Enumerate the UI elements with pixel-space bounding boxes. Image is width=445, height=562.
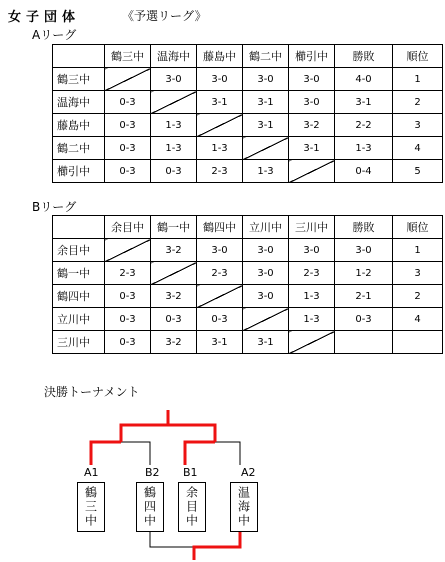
score-cell: 3-0 <box>243 285 289 308</box>
record-cell: 4-0 <box>335 68 393 91</box>
team-box: 鶴三中 <box>77 482 105 532</box>
rank-cell: 5 <box>393 160 443 183</box>
league-a-label: Aリーグ <box>32 28 77 42</box>
record-cell: 3-1 <box>335 91 393 114</box>
page-title: 女子団体 <box>8 10 81 25</box>
score-cell: 3-0 <box>289 91 335 114</box>
row-team: 三川中 <box>53 331 105 354</box>
row-team: 鶴三中 <box>53 68 105 91</box>
record-cell: 2-2 <box>335 114 393 137</box>
score-cell: 1-3 <box>197 137 243 160</box>
seed-label: B2 <box>145 466 160 479</box>
score-cell: 3-0 <box>197 239 243 262</box>
league-b-col-header: 立川中 <box>243 216 289 239</box>
score-cell: 3-0 <box>243 68 289 91</box>
record-cell: 3-0 <box>335 239 393 262</box>
score-cell: 0-3 <box>151 308 197 331</box>
record-cell: 2-1 <box>335 285 393 308</box>
league-b-col-header: 三川中 <box>289 216 335 239</box>
record-cell: 1-3 <box>335 137 393 160</box>
score-cell: 2-3 <box>197 160 243 183</box>
bracket-winner-lines <box>91 410 240 560</box>
league-a-col-header: 藤島中 <box>197 45 243 68</box>
score-cell: 3-0 <box>289 239 335 262</box>
score-cell: 1-3 <box>151 137 197 160</box>
score-cell: 2-3 <box>105 262 151 285</box>
rank-cell: 4 <box>393 137 443 160</box>
score-cell: 2-3 <box>197 262 243 285</box>
score-cell: 3-1 <box>243 91 289 114</box>
row-team: 余目中 <box>53 239 105 262</box>
team-box: 余目中 <box>178 482 206 532</box>
record-cell: 0-3 <box>335 308 393 331</box>
score-cell: 1-3 <box>243 160 289 183</box>
league-a-col-header: 櫛引中 <box>289 45 335 68</box>
score-cell: 3-1 <box>243 331 289 354</box>
winner-line-b1 <box>185 442 215 465</box>
team-box: 鶴四中 <box>136 482 164 532</box>
rank-cell: 1 <box>393 239 443 262</box>
row-team: 鶴一中 <box>53 262 105 285</box>
winner-line-final-right <box>168 425 215 442</box>
row-team: 藤島中 <box>53 114 105 137</box>
score-cell: 3-1 <box>197 331 243 354</box>
rank-cell: 3 <box>393 262 443 285</box>
record-cell: 1-2 <box>335 262 393 285</box>
rank-cell: 2 <box>393 91 443 114</box>
row-team: 鶴四中 <box>53 285 105 308</box>
league-b-col-header: 鶴四中 <box>197 216 243 239</box>
score-cell: 3-0 <box>243 239 289 262</box>
score-cell: 3-0 <box>243 262 289 285</box>
score-cell: 3-0 <box>151 68 197 91</box>
row-team: 立川中 <box>53 308 105 331</box>
seed-label: B1 <box>183 466 198 479</box>
winner-line-third <box>194 530 240 560</box>
seed-label: A1 <box>84 466 99 479</box>
bracket-line-semifinal-1 <box>91 442 150 465</box>
score-cell: 0-3 <box>105 285 151 308</box>
score-cell: 3-1 <box>289 137 335 160</box>
bracket-line-semifinal-2 <box>185 442 240 465</box>
league-a-col-header: 順位 <box>393 45 443 68</box>
score-cell: 3-2 <box>289 114 335 137</box>
rank-cell: 2 <box>393 285 443 308</box>
bracket-title: 決勝トーナメント <box>44 385 140 399</box>
league-a-col-header: 勝敗 <box>335 45 393 68</box>
score-cell: 3-2 <box>151 239 197 262</box>
score-cell: 3-2 <box>151 331 197 354</box>
winner-line-final <box>121 410 168 442</box>
rank-cell: 1 <box>393 68 443 91</box>
league-b-label: Bリーグ <box>32 200 77 214</box>
score-cell: 1-3 <box>151 114 197 137</box>
league-b-col-header: 勝敗 <box>335 216 393 239</box>
score-cell: 3-1 <box>243 114 289 137</box>
score-cell: 1-3 <box>289 308 335 331</box>
league-b-col-header: 順位 <box>393 216 443 239</box>
league-a-col-header: 鶴三中 <box>105 45 151 68</box>
league-a-col-header: 鶴二中 <box>243 45 289 68</box>
seed-label: A2 <box>241 466 256 479</box>
score-cell: 3-1 <box>197 91 243 114</box>
score-cell: 3-0 <box>289 68 335 91</box>
bracket-line-final <box>121 425 215 442</box>
score-cell: 3-2 <box>151 285 197 308</box>
score-cell: 0-3 <box>105 308 151 331</box>
score-cell: 2-3 <box>289 262 335 285</box>
rank-cell: 4 <box>393 308 443 331</box>
score-cell: 0-3 <box>105 91 151 114</box>
record-cell: 0-4 <box>335 160 393 183</box>
score-cell: 0-3 <box>151 160 197 183</box>
winner-line-a1 <box>91 442 121 465</box>
row-team: 温海中 <box>53 91 105 114</box>
rank-cell: 3 <box>393 114 443 137</box>
score-cell: 0-3 <box>105 160 151 183</box>
row-team: 鶴二中 <box>53 137 105 160</box>
score-cell: 1-3 <box>289 285 335 308</box>
team-box: 温海中 <box>230 482 258 532</box>
row-team: 櫛引中 <box>53 160 105 183</box>
league-a-col-header: 温海中 <box>151 45 197 68</box>
score-cell: 0-3 <box>105 137 151 160</box>
league-b-col-header: 余目中 <box>105 216 151 239</box>
score-cell: 0-3 <box>197 308 243 331</box>
score-cell: 0-3 <box>105 114 151 137</box>
league-b-col-header: 鶴一中 <box>151 216 197 239</box>
bracket-line-third-place <box>150 530 240 547</box>
page-subtitle: 《予選リーグ》 <box>122 9 207 23</box>
score-cell: 3-0 <box>197 68 243 91</box>
score-cell: 0-3 <box>105 331 151 354</box>
